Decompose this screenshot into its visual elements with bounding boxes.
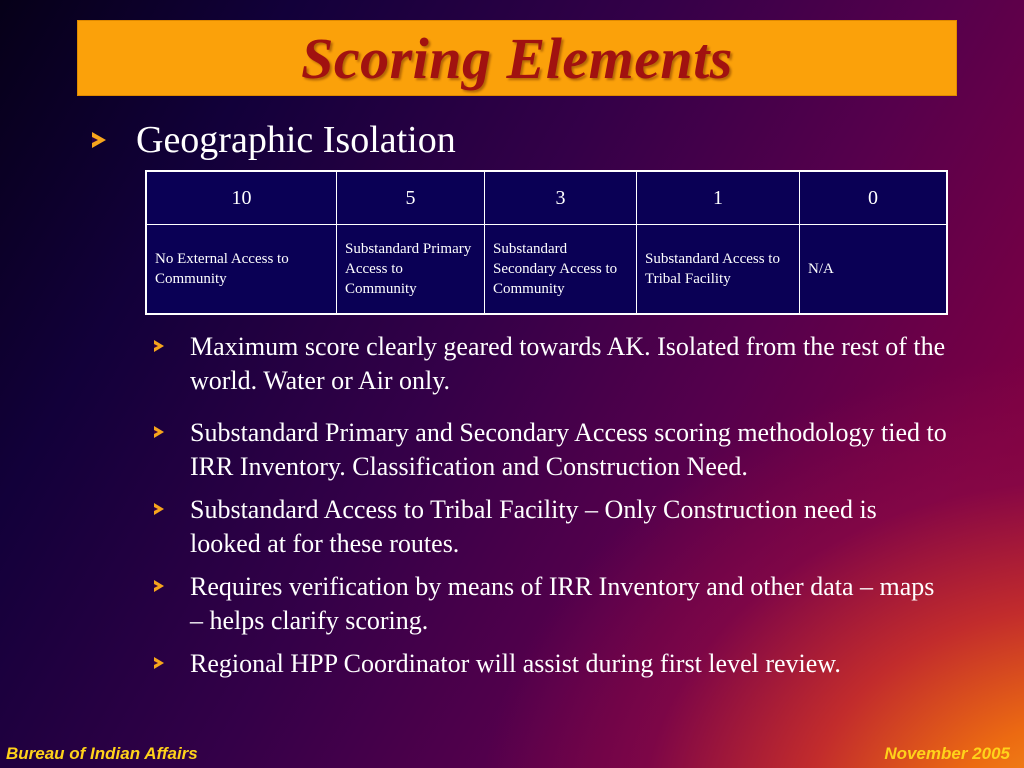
heading-row — [92, 118, 456, 162]
list-item — [152, 493, 952, 561]
description-cell: Substandard Secondary Access to Community — [485, 225, 637, 315]
description-cell: Substandard Primary Access to Community — [337, 225, 485, 315]
slide-title: Scoring Elements — [301, 25, 733, 91]
arrow-bullet-icon — [154, 426, 164, 438]
list-item — [152, 416, 952, 484]
bullet-text: Substandard Primary and Secondary Access scoring methodology tied to IRR Inventory. Classification and Construction Need. — [190, 418, 947, 481]
score-cell: 0 — [800, 171, 948, 225]
footer-date: November 2005 — [884, 744, 1010, 763]
title-bar — [77, 20, 957, 96]
section-heading: Geographic Isolation — [136, 119, 456, 161]
arrow-bullet-icon — [154, 340, 164, 352]
description-cell: Substandard Access to Tribal Facility — [637, 225, 800, 315]
score-cell: 3 — [485, 171, 637, 225]
bullet-text: Regional HPP Coordinator will assist during first level review. — [190, 649, 841, 678]
description-cell: No External Access to Community — [146, 225, 337, 315]
arrow-bullet-icon — [92, 132, 106, 148]
table-header-row — [146, 171, 947, 225]
scoring-table — [145, 170, 948, 315]
arrow-bullet-icon — [154, 657, 164, 669]
arrow-bullet-icon — [154, 580, 164, 592]
arrow-bullet-icon — [154, 503, 164, 515]
description-cell: N/A — [800, 225, 948, 315]
list-item — [152, 330, 952, 398]
footer-organization: Bureau of Indian Affairs — [6, 744, 198, 763]
score-cell: 5 — [337, 171, 485, 225]
table-row — [146, 225, 947, 315]
bullet-text: Requires verification by means of IRR Inventory and other data – maps – helps clarify scoring. — [190, 572, 935, 635]
list-item — [152, 570, 952, 638]
bullet-text: Maximum score clearly geared towards AK. Isolated from the rest of the world. Water or Air only. — [190, 332, 946, 395]
list-item — [152, 647, 952, 681]
score-cell: 1 — [637, 171, 800, 225]
bullet-list — [152, 330, 952, 681]
bullet-text: Substandard Access to Tribal Facility – Only Construction need is looked at for these routes. — [190, 495, 877, 558]
score-cell: 10 — [146, 171, 337, 225]
